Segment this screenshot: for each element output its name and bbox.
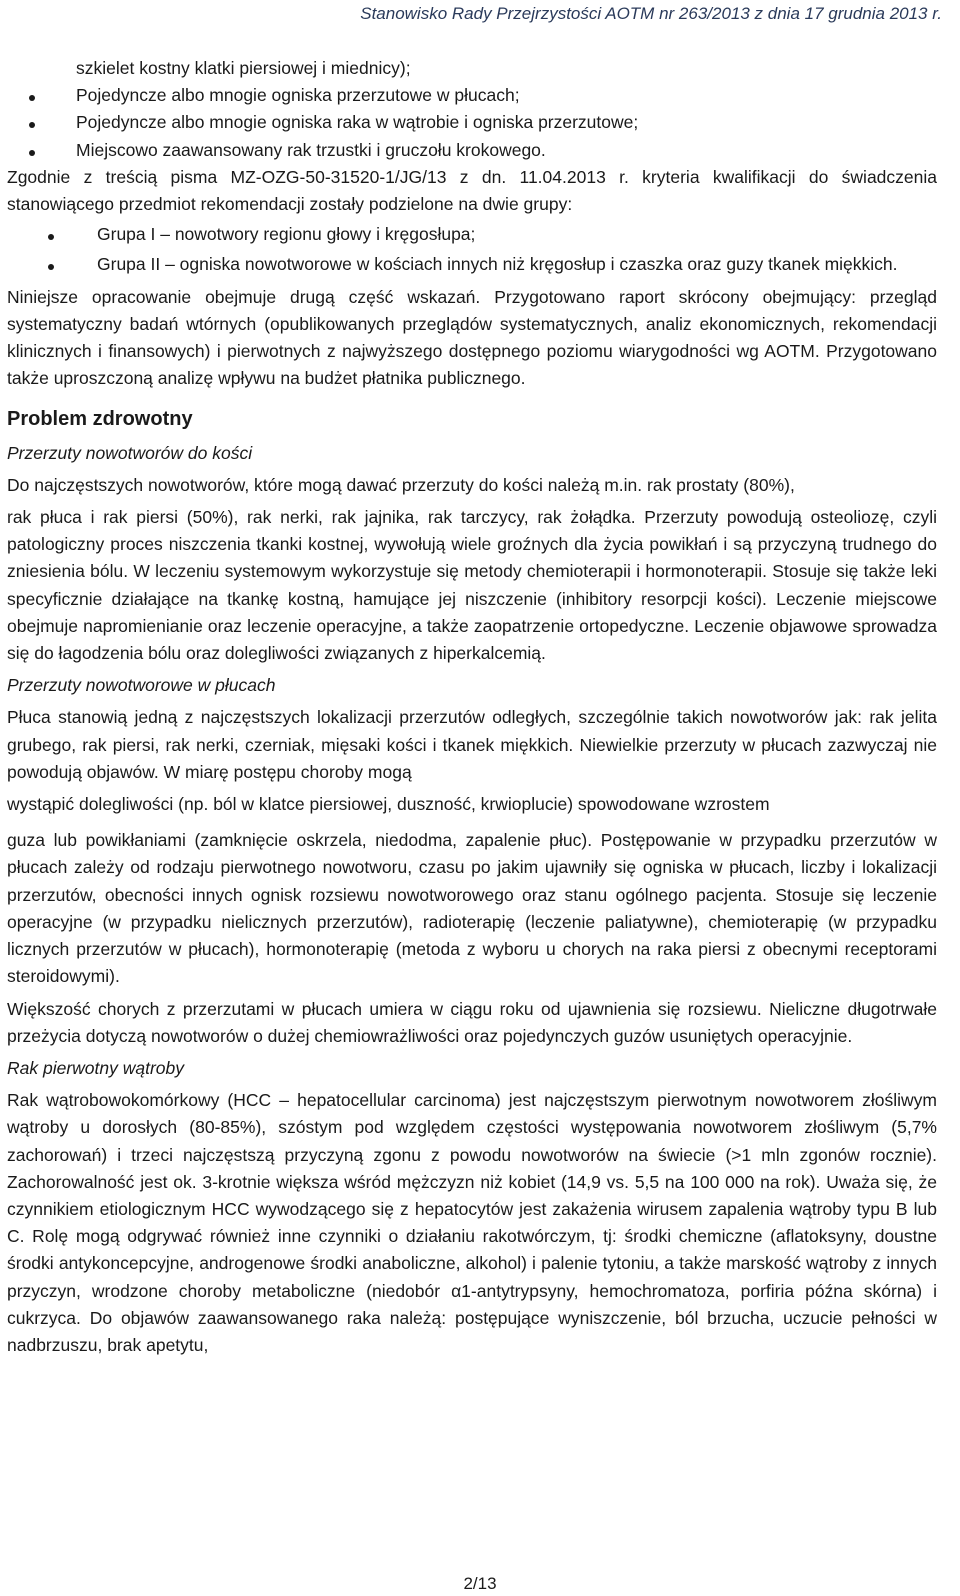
bullet-icon	[48, 264, 54, 270]
list-item	[7, 109, 937, 136]
bullet-icon	[29, 122, 35, 128]
paragraph: guza lub powikłaniami (zamknięcie oskrzela, niedodma, zapalenie płuc). Postępowanie w przypadku przerzutów w płucach zależy od rodzaju pierwotnego nowotworu, czasu po jakim ujawniły się ogniska w płucach, liczby i lokalizacji przerzutów, obecności innych ognisk rozsiewu nowotworowego oraz stanu ogólnego pacjenta. Stosuje się leczenie operacyjne (w przypadku nielicznych przerzutów), radioterapię (leczenie paliatywne), chemioterapię (w przypadku licznych przerzutów w płucach), hormonoterapię (metoda z wyboru u chorych na raka piersi z obecnymi receptorami steroidowymi).	[7, 830, 937, 987]
list-item-text: Pojedyncze albo mnogie ogniska przerzutowe w płucach;	[76, 85, 520, 106]
document-body	[7, 55, 937, 1359]
paragraph: rak płuca i rak piersi (50%), rak nerki, rak jajnika, rak tarczycy, rak żołądka. Przerzuty powodują osteoliozę, czyli patologiczny proces niszczenia tkanki kostnej, wywołują wiele groźnych dla życia powikłań i są przyczyną trudnego do zniesienia bólu. W leczeniu systemowym wykorzystuje się metody chemioterapii i hormonoterapii. Stosuje się także leki specyficznie działające na tkankę kostną, hamujące jej niszczenie (inhibitory resorpcji kości). Leczenie miejscowe obejmuje napromienianie oraz leczenie operacyjne, a także zaopatrzenie ortopedyczne. Leczenie objawowe sprowadza się do łagodzenia bólu oraz dolegliwości związanych z hiperkalcemią.	[7, 507, 937, 664]
list-item-text: Pojedyncze albo mnogie ogniska raka w wątrobie i ogniska przerzutowe;	[76, 112, 639, 133]
list-item-text: szkielet kostny klatki piersiowej i miednicy);	[76, 58, 411, 78]
paragraph: Rak wątrobowokomórkowy (HCC – hepatocellular carcinoma) jest najczęstszym pierwotnym nowotworem złośliwym wątroby u dorosłych (80-85%), szóstym pod względem częstości występowania nowotworem złośliwym (5,7% zachorowań) i trzeci najczęstszą przyczyną zgonu z powodu nowotworów na świecie (>1 mln zgonów rocznie). Zachorowalność jest ok. 3-krotnie większa wśród mężczyzn niż kobiet (14,9 vs. 5,5 na 100 000 na rok). Uważa się, że czynnikiem etiologicznym HCC wywodzącego się z hepatocytów jest zakażenia wirusem zapalenia wątroby typu B lub C. Rolę mogą odgrywać również inne czynniki o działaniu rakotwórczym, tj: środki chemiczne (aflatoksyny, doustne środki antykoncepcyjne, androgenowe środki anaboliczne, alkohol) i palenie tytoniu, a także marskość wątroby z innych przyczyn, wrodzone choroby metaboliczne (niedobór α1-antytrypsyny, hemochromatoza, porfiria późna skórna) i cukrzyca. Do objawów zaawansowanego raka należą: postępujące wyniszczenie, ból brzucha, uczucie pełności w nadbrzuszu, brak apetytu,	[7, 1090, 937, 1355]
list-item	[7, 251, 937, 278]
groups-list	[7, 221, 937, 278]
subheading-liver: Rak pierwotny wątroby	[7, 1057, 185, 1078]
list-item-text: Grupa II – ogniska nowotworowe w kościach innych niż kręgosłup i czaszka oraz guzy tkanek miękkich.	[97, 254, 898, 275]
list-item-text: Miejscowo zaawansowany rak trzustki i gruczołu krokowego.	[76, 139, 546, 160]
scope-paragraph: Niniejsze opracowanie obejmuje drugą część wskazań. Przygotowano raport skrócony obejmujący: przegląd systematyczny badań wtórnych (opublikowanych przeglądów systematycznych, analiz ekonomicznych, rekomendacji klinicznych i finansowych) i pierwotnych z najwyższego dostępnego poziomu wiarygodności wg AOTM. Przygotowano także uproszczoną analizę wpływu na budżet płatnika publicznego.	[7, 286, 937, 389]
subheading-bone: Przerzuty nowotworów do kości	[7, 442, 253, 463]
bullet-icon	[29, 150, 35, 156]
list-item	[7, 82, 937, 109]
list-item	[7, 55, 937, 82]
bullet-icon	[29, 95, 35, 101]
list-item	[7, 221, 937, 248]
page-number: 2/13	[463, 1574, 497, 1593]
indications-list	[7, 55, 937, 164]
bullet-icon	[48, 234, 54, 240]
paragraph: Do najczęstszych nowotworów, które mogą dawać przerzuty do kości należą m.in. rak prostaty (80%),	[7, 474, 795, 495]
paragraph: Płuca stanowią jedną z najczęstszych lokalizacji przerzutów odległych, szczególnie takich nowotworów jak: rak jelita grubego, rak piersi, rak nerki, czerniak, mięsaki kości i tkanek miękkich. Niewielkie przerzuty w płucach zazwyczaj nie powodują objawów. W miarę postępu choroby mogą	[7, 707, 937, 782]
list-item-text: Grupa I – nowotwory regionu głowy i kręgosłupa;	[97, 224, 476, 245]
section-heading: Problem zdrowotny	[7, 408, 193, 431]
list-item	[7, 137, 937, 164]
paragraph: Większość chorych z przerzutami w płucach umiera w ciągu roku od ujawnienia się rozsiewu. Nieliczne długotrwałe przeżycia dotyczą nowotworów o dużej chemiowrażliwości oraz pojedynczych guzów usuniętych operacyjnie.	[7, 998, 937, 1046]
paragraph: wystąpić dolegliwości (np. ból w klatce piersiowej, duszność, krwioplucie) spowodowane wzrostem	[7, 794, 770, 815]
criteria-paragraph: Zgodnie z treścią pisma MZ-OZG-50-31520-1/JG/13 z dn. 11.04.2013 r. kryteria kwalifikacji do świadczenia stanowiącego przedmiot rekomendacji zostały podzielone na dwie grupy:	[7, 166, 937, 215]
subheading-lung: Przerzuty nowotworowe w płucach	[7, 675, 276, 696]
running-header: Stanowisko Rady Przejrzystości AOTM nr 263/2013 z dnia 17 grudnia 2013 r.	[360, 4, 942, 23]
